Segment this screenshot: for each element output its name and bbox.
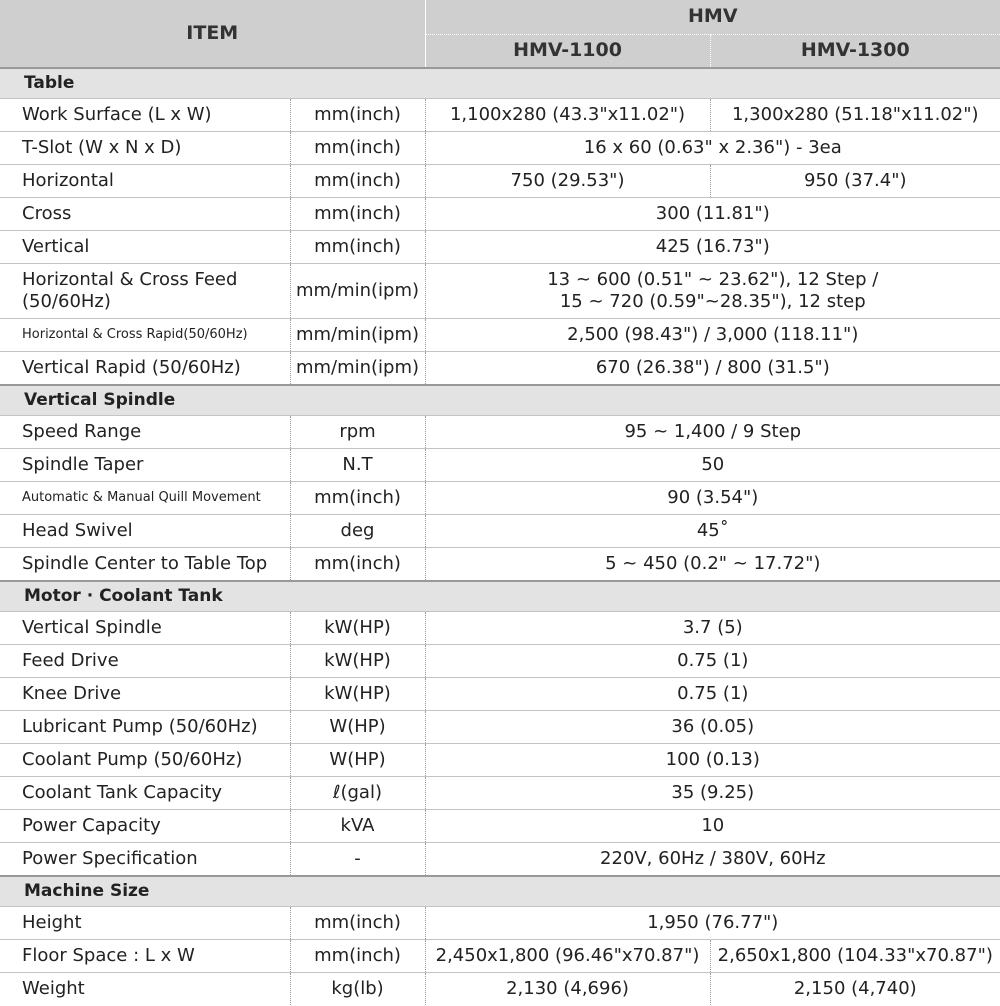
spec-value: 35 (9.25) (425, 777, 1000, 810)
spec-unit: - (290, 843, 425, 877)
table-row (0, 907, 1000, 940)
section-title: Vertical Spindle (0, 385, 1000, 416)
spec-unit: mm(inch) (290, 165, 425, 198)
table-row (0, 744, 1000, 777)
spec-unit: kW(HP) (290, 645, 425, 678)
spec-name: Horizontal & Cross Rapid(50/60Hz) (0, 319, 290, 352)
spec-name: Feed Drive (0, 645, 290, 678)
spec-value: 0.75 (1) (425, 645, 1000, 678)
spec-name: Coolant Pump (50/60Hz) (0, 744, 290, 777)
spec-unit: rpm (290, 416, 425, 449)
spec-name: Weight (0, 973, 290, 1006)
spec-value: 300 (11.81") (425, 198, 1000, 231)
spec-unit: kW(HP) (290, 612, 425, 645)
spec-value: 95 ~ 1,400 / 9 Step (425, 416, 1000, 449)
table-row (0, 416, 1000, 449)
spec-value: 16 x 60 (0.63" x 2.36") - 3ea (425, 132, 1000, 165)
spec-name: Floor Space : L x W (0, 940, 290, 973)
spec-unit: mm(inch) (290, 482, 425, 515)
spec-name: Height (0, 907, 290, 940)
spec-value-hmv-1300: 2,150 (4,740) (710, 973, 1000, 1006)
table-row (0, 612, 1000, 645)
table-row (0, 482, 1000, 515)
spec-name: Spindle Taper (0, 449, 290, 482)
model-header-1300: HMV-1300 (710, 34, 1000, 68)
section-machine-size (0, 876, 1000, 907)
table-row (0, 99, 1000, 132)
spec-value-hmv-1100: 750 (29.53") (425, 165, 710, 198)
section-title: Motor · Coolant Tank (0, 581, 1000, 612)
spec-unit: mm(inch) (290, 99, 425, 132)
table-row (0, 515, 1000, 548)
table-row (0, 231, 1000, 264)
spec-value: 670 (26.38") / 800 (31.5") (425, 352, 1000, 386)
table-row (0, 843, 1000, 877)
spec-unit: kW(HP) (290, 678, 425, 711)
section-vertical-spindle (0, 385, 1000, 416)
spec-name: Spindle Center to Table Top (0, 548, 290, 582)
spec-value: 0.75 (1) (425, 678, 1000, 711)
spec-value-hmv-1300: 1,300x280 (51.18"x11.02") (710, 99, 1000, 132)
spec-value: 1,950 (76.77") (425, 907, 1000, 940)
spec-name: Knee Drive (0, 678, 290, 711)
table-row (0, 198, 1000, 231)
spec-unit: deg (290, 515, 425, 548)
spec-name-line-1: Horizontal & Cross Feed (22, 269, 238, 291)
spec-name: Vertical (0, 231, 290, 264)
spec-value: 220V, 60Hz / 380V, 60Hz (425, 843, 1000, 877)
table-row (0, 449, 1000, 482)
spec-unit: mm(inch) (290, 231, 425, 264)
spec-name: Coolant Tank Capacity (0, 777, 290, 810)
spec-unit: mm/min(ipm) (290, 319, 425, 352)
spec-value: 10 (425, 810, 1000, 843)
spec-name: T-Slot (W x N x D) (0, 132, 290, 165)
spec-name: Lubricant Pump (50/60Hz) (0, 711, 290, 744)
spec-value-hmv-1100: 2,450x1,800 (96.46"x70.87") (425, 940, 710, 973)
spec-unit: mm(inch) (290, 132, 425, 165)
spec-value: 3.7 (5) (425, 612, 1000, 645)
spec-name: Cross (0, 198, 290, 231)
table-row (0, 352, 1000, 386)
section-title: Table (0, 68, 1000, 99)
table-row (0, 132, 1000, 165)
table-row (0, 940, 1000, 973)
spec-value-line-2: 15 ~ 720 (0.59"~28.35"), 12 step (559, 291, 866, 312)
spec-value: 45˚ (425, 515, 1000, 548)
section-title: Machine Size (0, 876, 1000, 907)
spec-value: 100 (0.13) (425, 744, 1000, 777)
spec-name: Power Specification (0, 843, 290, 877)
section-table (0, 68, 1000, 99)
spec-name (0, 264, 290, 319)
spec-unit: mm/min(ipm) (290, 264, 425, 319)
spec-name: Automatic & Manual Quill Movement (0, 482, 290, 515)
spec-unit: W(HP) (290, 711, 425, 744)
table-row (0, 810, 1000, 843)
table-row (0, 678, 1000, 711)
table-row (0, 319, 1000, 352)
spec-unit: kg(lb) (290, 973, 425, 1006)
spec-value-line-1: 13 ~ 600 (0.51" ~ 23.62"), 12 Step / (547, 269, 879, 291)
section-motor-coolant-tank (0, 581, 1000, 612)
header-row (0, 0, 1000, 34)
spec-value-hmv-1100: 2,130 (4,696) (425, 973, 710, 1006)
table-row (0, 264, 1000, 319)
spec-unit: ℓ(gal) (290, 777, 425, 810)
spec-name-line-2: (50/60Hz) (22, 291, 111, 312)
spec-name: Work Surface (L x W) (0, 99, 290, 132)
item-header: ITEM (0, 0, 425, 68)
spec-value-hmv-1300: 950 (37.4") (710, 165, 1000, 198)
table-row (0, 645, 1000, 678)
spec-value: 5 ~ 450 (0.2" ~ 17.72") (425, 548, 1000, 582)
table-row (0, 777, 1000, 810)
spec-unit: mm(inch) (290, 907, 425, 940)
spec-value-hmv-1300: 2,650x1,800 (104.33"x70.87") (710, 940, 1000, 973)
table-row (0, 548, 1000, 582)
table-row (0, 973, 1000, 1006)
spec-value: 2,500 (98.43") / 3,000 (118.11") (425, 319, 1000, 352)
spec-name: Head Swivel (0, 515, 290, 548)
spec-value: 50 (425, 449, 1000, 482)
spec-unit: mm/min(ipm) (290, 352, 425, 386)
spec-unit: mm(inch) (290, 198, 425, 231)
spec-value: 36 (0.05) (425, 711, 1000, 744)
spec-name: Speed Range (0, 416, 290, 449)
hmv-header: HMV (425, 0, 1000, 34)
spec-name: Vertical Spindle (0, 612, 290, 645)
spec-unit: W(HP) (290, 744, 425, 777)
spec-name: Vertical Rapid (50/60Hz) (0, 352, 290, 386)
spec-unit: mm(inch) (290, 548, 425, 582)
spec-unit: mm(inch) (290, 940, 425, 973)
table-row (0, 165, 1000, 198)
spec-value: 90 (3.54") (425, 482, 1000, 515)
spec-value (425, 264, 1000, 319)
spec-value: 425 (16.73") (425, 231, 1000, 264)
table-row (0, 711, 1000, 744)
spec-unit: N.T (290, 449, 425, 482)
spec-value-hmv-1100: 1,100x280 (43.3"x11.02") (425, 99, 710, 132)
model-header-1100: HMV-1100 (425, 34, 710, 68)
spec-name: Power Capacity (0, 810, 290, 843)
spec-name: Horizontal (0, 165, 290, 198)
spec-unit: kVA (290, 810, 425, 843)
